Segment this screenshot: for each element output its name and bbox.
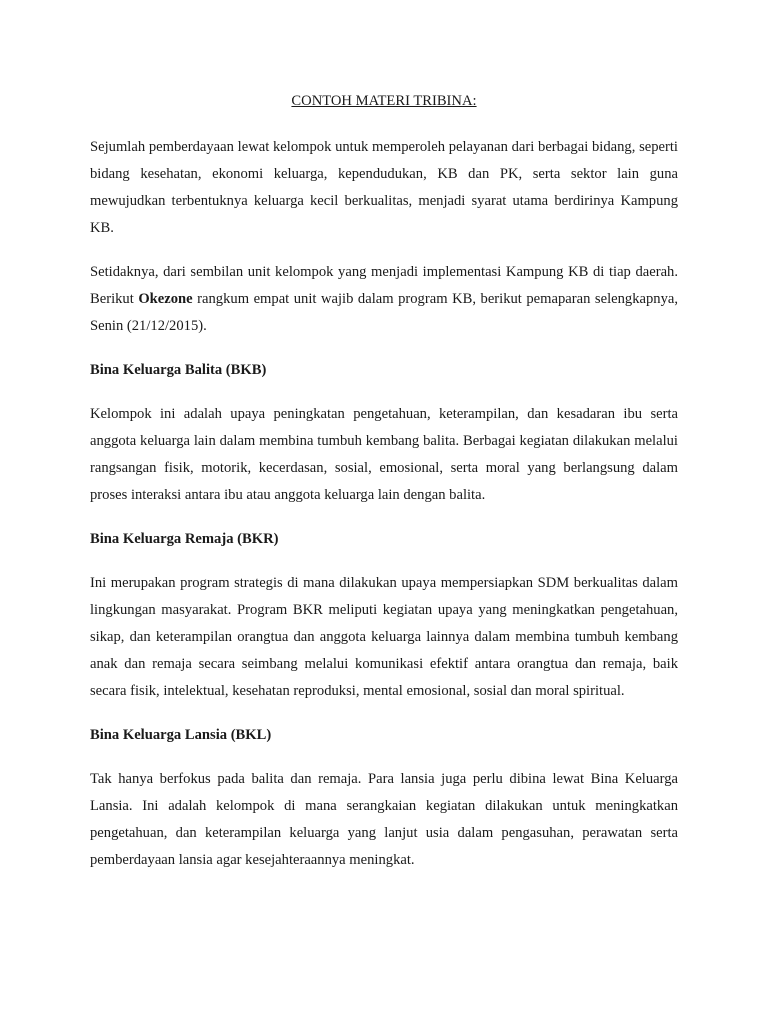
source-name: Okezone — [138, 291, 193, 307]
summary-paragraph — [90, 259, 678, 340]
section-heading-bkr: Bina Keluarga Remaja (BKR) — [90, 531, 279, 547]
section-body-bkr: Ini merupakan program strategis di mana dilakukan upaya mempersiapkan SDM berkualitas dalam lingkungan masyarakat. Program BKR meliputi kegiatan upaya yang meningkatkan pengetahuan, sikap, dan keterampilan orangtua dan anggota keluarga lainnya dalam membina tumbuh kembang anak dan remaja secara seimbang melalui komunikasi efektif antara orangtua dan remaja, baik secara fisik, intelektual, kesehatan reproduksi, mental emosional, sosial dan moral spiritual. — [90, 575, 678, 699]
document-title: CONTOH MATERI TRIBINA: — [291, 93, 477, 109]
summary-text-before: Setidaknya, dari sembilan unit kelompok yang menjadi implementasi Kampung KB di tiap daerah. Berikut — [90, 264, 678, 307]
document-page — [90, 88, 678, 891]
section-body-bkl: Tak hanya berfokus pada balita dan remaja. Para lansia juga perlu dibina lewat Bina Keluarga Lansia. Ini adalah kelompok di mana serangkaian kegiatan dilakukan untuk meningkatkan pengetahuan, dan keterampilan keluarga yang lanjut usia dalam pengasuhan, perawatan serta pemberdayaan lansia agar kesejahteraannya meningkat. — [90, 771, 678, 868]
summary-text-after: rangkum empat unit wajib dalam program KB, berikut pemaparan selengkapnya, Senin (21/12/2015). — [90, 291, 678, 334]
section-body-bkb: Kelompok ini adalah upaya peningkatan pengetahuan, keterampilan, dan kesadaran ibu serta anggota keluarga lain dalam membina tumbuh kembang balita. Berbagai kegiatan dilakukan melalui rangsangan fisik, motorik, kecerdasan, sosial, emosional, serta moral yang berlangsung dalam proses interaksi antara ibu atau anggota keluarga lain dengan balita. — [90, 406, 678, 503]
section-heading-bkb: Bina Keluarga Balita (BKB) — [90, 362, 267, 378]
section-heading-bkl: Bina Keluarga Lansia (BKL) — [90, 727, 272, 743]
intro-paragraph: Sejumlah pemberdayaan lewat kelompok untuk memperoleh pelayanan dari berbagai bidang, seperti bidang kesehatan, ekonomi keluarga, kependudukan, KB dan PK, serta sektor lain guna mewujudkan terbentuknya keluarga kecil berkualitas, menjadi syarat utama berdirinya Kampung KB. — [90, 139, 678, 236]
